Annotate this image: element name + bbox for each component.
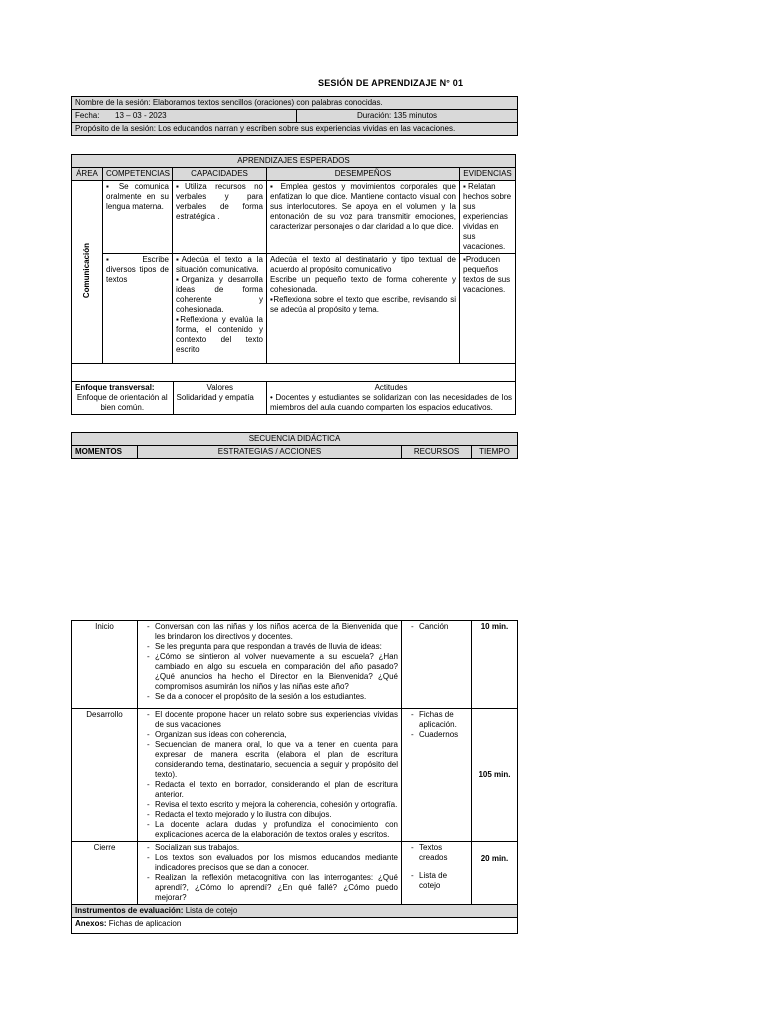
spacer-row [72, 364, 516, 382]
list-item: - Revisa el texto escrito y mejora la coherencia, cohesión y ortografía. [149, 800, 398, 810]
list-item: - Fichas de aplicación. [413, 710, 468, 730]
list-item: - Redacta el texto en borrador, considerando el plan de escritura anterior. [149, 780, 398, 800]
session-name: Nombre de la sesión: Elaboramos textos sencillos (oraciones) con palabras conocidas. [72, 97, 518, 110]
list-item: - Lista de cotejo [413, 871, 468, 891]
enfoque [72, 382, 173, 414]
anexos-label: Anexos: [75, 919, 107, 928]
capacidad-2a: ▪Adecúa el texto a la situación comunicativa. [176, 255, 263, 274]
col-competencias: COMPETENCIAS [103, 168, 173, 181]
list-item: - Conversan con las niñas y los niños acerca de la Bienvenida que les brindaron los directivos y docentes. [149, 622, 398, 642]
list-item: - El docente propone hacer un relato sobre sus experiencias vividas de sus vacaciones [149, 710, 398, 730]
col-capacidades: CAPACIDADES [173, 168, 267, 181]
actitudes-label: Actitudes [374, 383, 408, 392]
moment-cierre-resources [402, 842, 472, 905]
moments-table [71, 620, 518, 934]
col-estrategias: ESTRATEGIAS / ACCIONES [138, 446, 402, 459]
list-item: - Se da a conocer el propósito de la sesión a los estudiantes. [149, 692, 398, 702]
moment-desarrollo-actions [138, 709, 402, 842]
actitudes [267, 382, 516, 415]
desempeno-2b: Escribe un pequeño texto de forma coherente y cohesionada. [270, 275, 456, 294]
anexos [72, 918, 518, 934]
capacidad-1: ▪Utiliza recursos no verbales y para verbales de forma estratégica . [173, 181, 267, 254]
list-item: - Secuencian de manera oral, lo que va a tener en cuenta para expresar de manera escrita (elabora el plan de escritura considerando tema, destinatario, secuencia a seguir y propósito del texto). [149, 740, 398, 780]
area-cell [72, 181, 103, 364]
instrumentos-value: Lista de cotejo [183, 906, 238, 915]
capacidad-2b: ▪Organiza y desarrolla ideas de forma coherente y cohesionada. [176, 275, 263, 314]
list-item: - Organizan sus ideas con coherencia, [149, 730, 398, 740]
valores-value: Solidaridad y empatía [176, 393, 254, 402]
moment-inicio-actions [138, 621, 402, 709]
competencia-2: ▪ Escribe diversos tipos de textos [103, 254, 173, 364]
session-date: Fecha: 13 – 03 - 2023 [72, 110, 297, 123]
moment-cierre: Cierre [72, 842, 138, 905]
list-item: - Realizan la reflexión metacognitiva con las interrogantes: ¿Qué aprendí?, ¿Cómo lo aprendí? ¿En qué fallé? ¿Cómo puedo mejorar? [149, 873, 398, 903]
instrumentos [72, 905, 518, 918]
evidencia-1: ▪ Relatan hechos sobre sus experiencias vividas en sus vacaciones. [460, 181, 516, 254]
moment-cierre-time: 20 min. [472, 842, 518, 905]
list-item: - Los textos son evaluados por los mismos educandos mediante indicadores precisos que se dan a conocer. [149, 853, 398, 873]
session-duration: Duración: 135 minutos [297, 110, 518, 123]
evidencia-2: ▪Producen pequeños textos de sus vacaciones. [460, 254, 516, 364]
anexos-value: Fichas de aplicacion [106, 919, 182, 928]
capacidades-2 [173, 254, 267, 364]
session-purpose: Propósito de la sesión: Los educandos narran y escriben sobre sus experiencias vividas en las vacaciones. [72, 123, 518, 136]
list-item: - Canción [413, 622, 468, 632]
moment-cierre-actions [138, 842, 402, 905]
col-desempenos: DESEMPEÑOS [267, 168, 460, 181]
col-evidencias: EVIDENCIAS [460, 168, 516, 181]
desempenos-2 [267, 254, 460, 364]
desempeno-2c: ▪Reflexiona sobre el texto que escribe, revisando si se adecúa al propósito y tema. [270, 295, 456, 314]
list-item: - Se les pregunta para que respondan a través de lluvia de ideas: [149, 642, 398, 652]
sequence-header-table [71, 432, 518, 459]
learning-table [71, 154, 516, 415]
capacidad-2c: ▪Reflexiona y evalúa la forma, el contenido y contexto del texto escrito [176, 315, 263, 354]
valores-label: Valores [206, 383, 234, 392]
enfoque-cell [72, 382, 267, 415]
enfoque-value: Enfoque de orientación al bien común. [76, 393, 168, 412]
moment-desarrollo-resources [402, 709, 472, 842]
moment-inicio-resources [402, 621, 472, 709]
desempeno-1: ▪ Emplea gestos y movimientos corporales que enfatizan lo que dice. Mantiene contacto visual con sus interlocutores. Se apoya en el volumen y la entonación de su voz para transmitir emociones, caracterizar personajes o dar claridad a lo que dice. [267, 181, 460, 254]
list-item: - Textos creados [413, 843, 468, 863]
moment-desarrollo-time: 105 min. [472, 709, 518, 842]
enfoque-label: Enfoque transversal: [75, 383, 155, 392]
moment-desarrollo: Desarrollo [72, 709, 138, 842]
list-item: - Socializan sus trabajos. [149, 843, 398, 853]
list-item: - Redacta el texto mejorado y lo ilustra con dibujos. [149, 810, 398, 820]
valores [173, 382, 266, 414]
sequence-header: SECUENCIA DIDÁCTICA [72, 433, 518, 446]
list-item: - La docente aclara dudas y profundiza el conocimiento con explicaciones acerca de la elaboración de textos orales y escritos. [149, 820, 398, 840]
session-header-table [71, 96, 518, 136]
col-recursos: RECURSOS [402, 446, 472, 459]
competencia-1: ▪ Se comunica oralmente en su lengua materna. [103, 181, 173, 254]
col-area: ÁREA [72, 168, 103, 181]
area-label: Comunicación [82, 242, 91, 299]
moment-inicio-time: 10 min. [472, 621, 518, 709]
session-title: SESIÓN DE APRENDIZAJE N° 01 [318, 78, 464, 88]
learning-header: APRENDIZAJES ESPERADOS [72, 155, 516, 168]
moment-inicio: Inicio [72, 621, 138, 709]
list-item: - Cuadernos [413, 730, 468, 740]
desempeno-2a: Adecúa el texto al destinatario y tipo textual de acuerdo al propósito comunicativo [270, 255, 456, 274]
actitudes-value: • Docentes y estudiantes se solidarizan con las necesidades de los miembros del aula cuando comparten los espacios educativos. [270, 393, 513, 412]
col-momentos: MOMENTOS [72, 446, 138, 459]
col-tiempo: TIEMPO [472, 446, 518, 459]
instrumentos-label: Instrumentos de evaluación: [75, 906, 184, 915]
list-item: - ¿Cómo se sintieron al volver nuevamente a su escuela? ¿Han cambiado en algo su escuela en comparación del año pasado? ¿Qué anuncios ha hecho el Director en la Bienvenida? ¿Qué compromisos asumirán los niños y las niñas este año? [149, 652, 398, 692]
